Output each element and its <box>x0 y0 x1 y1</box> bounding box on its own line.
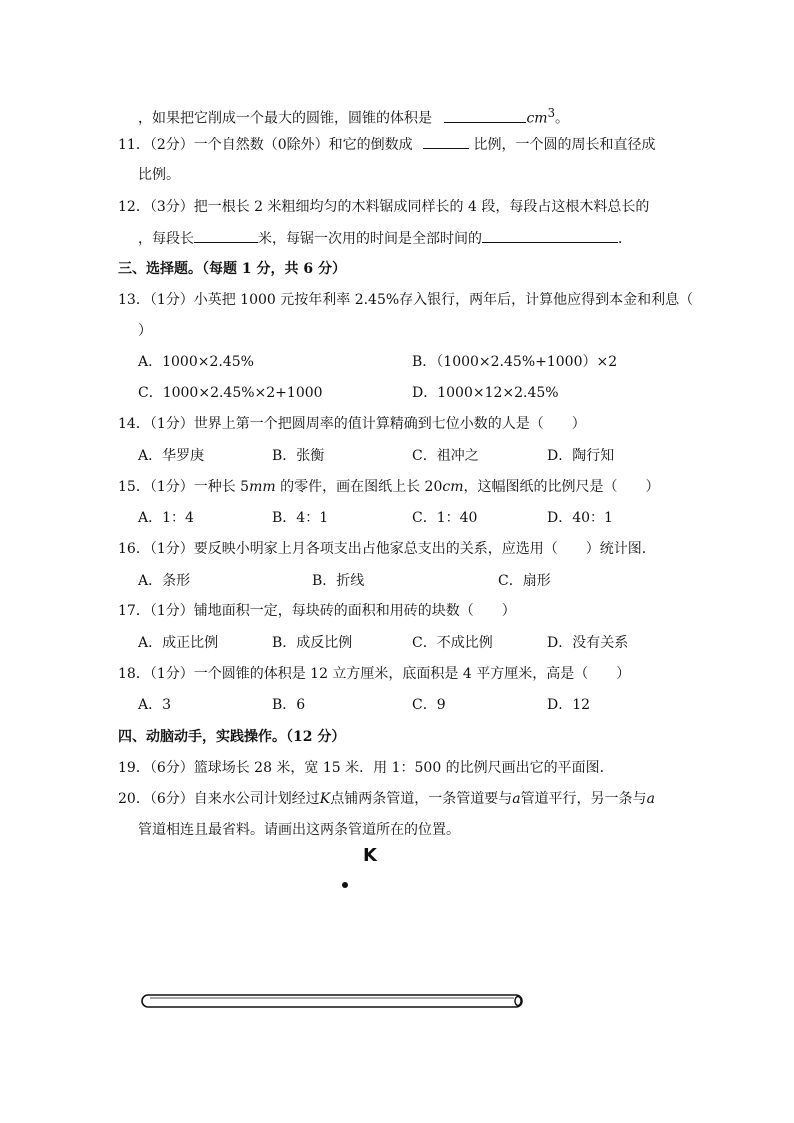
q12-text-b: 米，每锯一次用的时间是全部时间的 <box>258 231 482 247</box>
q14-option-b[interactable]: B．张衡 <box>272 448 325 464</box>
q12-line1: 12．（3分）把一根长 2 米粗细均匀的木料锯成同样长的 4 段，每段占这根木料总长的 <box>118 199 650 215</box>
q18-stem: 18．（1分）一个圆锥的体积是 12 立方厘米，底面积是 4 平方厘米，高是（ ） <box>118 666 631 682</box>
q12-line2 <box>0 228 794 249</box>
q12-blank-length[interactable] <box>194 228 258 243</box>
q16-option-b[interactable]: B．折线 <box>312 573 365 589</box>
q10-unit-exp: 3 <box>547 106 555 120</box>
q18-option-b[interactable]: B．6 <box>272 697 306 713</box>
q14-option-a[interactable]: A．华罗庚 <box>138 448 205 464</box>
q17-option-b[interactable]: B．成反比例 <box>272 635 353 651</box>
q13-option-a[interactable]: A．1000×2.45% <box>138 354 254 370</box>
q13-stem: 13．（1分）小英把 1000 元按年利率 2.45%存入银行，两年后，计算他应得到本金和利息（ <box>118 292 694 308</box>
q20-text-c: 管道平行，另一条与 <box>520 791 647 807</box>
q14-option-d[interactable]: D．陶行知 <box>547 448 615 464</box>
q17-option-d[interactable]: D．没有关系 <box>547 635 629 651</box>
q20-text-a: 20．（6分）自来水公司计划经过 <box>118 791 320 807</box>
q10-unit: cm <box>526 110 548 127</box>
q15-text-b: 的零件，画在图纸上长 20 <box>275 479 443 495</box>
q20-var-a1: a <box>512 791 521 807</box>
q13-option-d[interactable]: D．1000×12×2.45% <box>412 385 559 401</box>
q12-text-c: ． <box>618 231 632 247</box>
q13-option-c[interactable]: C．1000×2.45%×2+1000 <box>138 385 323 401</box>
q13-stem-end: ） <box>138 323 152 339</box>
section-3-heading: 三、选择题。（每题 1 分，共 6 分） <box>118 261 346 277</box>
q11-text-a: 11．（2分）一个自然数（0除外）和它的倒数成 <box>118 137 413 153</box>
q15-option-d[interactable]: D．40：1 <box>547 510 613 526</box>
q10-end: 。 <box>555 110 569 127</box>
pipe-a-figure <box>138 990 530 1012</box>
q10-answer-blank[interactable] <box>444 108 526 123</box>
q12-blank-time[interactable] <box>482 228 618 243</box>
point-k-dot <box>342 882 348 888</box>
q17-option-a[interactable]: A．成正比例 <box>138 635 219 651</box>
q11-line1 <box>0 134 794 155</box>
q18-option-c[interactable]: C．9 <box>412 697 446 713</box>
q15-unit-cm: cm <box>442 479 464 495</box>
q20-line2: 管道相连且最省料。请画出这两条管道所在的位置。 <box>138 822 460 838</box>
q17-stem: 17．（1分）铺地面积一定，每块砖的面积和用砖的块数（ ） <box>118 603 516 619</box>
q20-var-a2: a <box>646 791 655 807</box>
point-k-label: K <box>363 845 377 866</box>
q19-stem: 19．（6分）篮球场长 28 米，宽 15 米．用 1：500 的比例尺画出它的平面图． <box>118 760 614 776</box>
q20-var-k: K <box>319 791 331 807</box>
q15-text-c: ，这幅图纸的比例尺是（ ） <box>463 479 660 495</box>
q14-stem: 14．（1分）世界上第一个把圆周率的值计算精确到七位小数的人是（ ） <box>118 416 586 432</box>
q11-text-b: 比例，一个圆的周长和直径成 <box>473 137 656 153</box>
q15-option-b[interactable]: B．4：1 <box>272 510 329 526</box>
q15-option-a[interactable]: A．1：4 <box>138 510 194 526</box>
q10-text: ，如果把它削成一个最大的圆锥，圆锥的体积是 <box>138 110 432 127</box>
q13-option-b[interactable]: B．（1000×2.45%+1000）×2 <box>412 354 618 370</box>
q16-option-c[interactable]: C．扇形 <box>498 573 551 589</box>
q16-stem: 16．（1分）要反映小明家上月各项支出占他家总支出的关系，应选用（ ）统计图． <box>118 541 656 557</box>
q11-line2: 比例。 <box>138 167 180 183</box>
q11-answer-blank[interactable] <box>423 134 469 149</box>
q12-text-a: ，每段长 <box>138 231 194 247</box>
q15-option-c[interactable]: C．1：40 <box>412 510 478 526</box>
section-4-heading: 四、动脑动手，实践操作。（12 分） <box>118 729 346 745</box>
q15-stem <box>0 477 794 497</box>
q18-option-d[interactable]: D．12 <box>547 697 591 713</box>
q15-text-a: 15．（1分）一种长 5 <box>118 479 250 495</box>
q20-line1 <box>0 789 794 809</box>
q20-text-b: 点铺两条管道，一条管道要与 <box>330 791 513 807</box>
q14-option-c[interactable]: C．祖冲之 <box>412 448 479 464</box>
q17-option-c[interactable]: C．不成比例 <box>412 635 493 651</box>
q10-line <box>0 103 794 129</box>
q18-option-a[interactable]: A．3 <box>138 697 172 713</box>
q16-option-a[interactable]: A．条形 <box>138 573 191 589</box>
q15-unit-mm: mm <box>249 479 276 495</box>
